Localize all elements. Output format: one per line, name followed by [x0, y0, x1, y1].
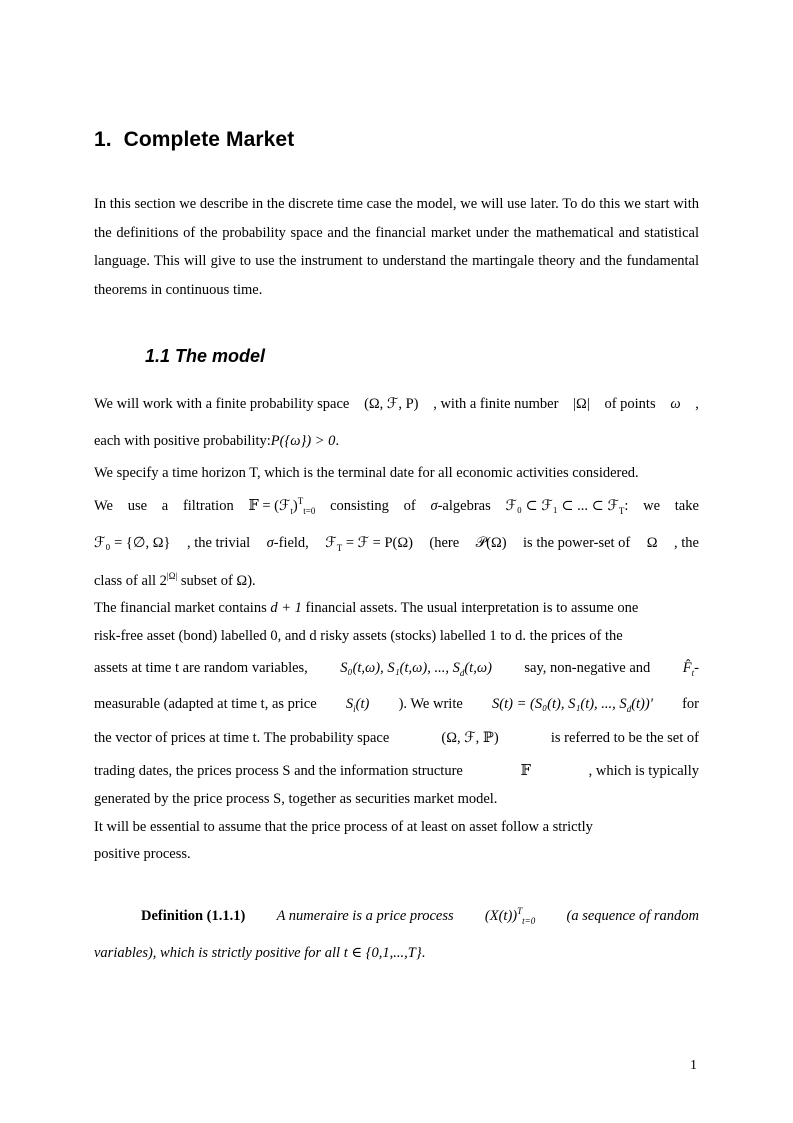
text-l13: generated by the price process S, together as securities market model.	[94, 791, 498, 807]
text-l1c: of points	[604, 396, 656, 412]
text-l1d: ,	[695, 396, 699, 412]
math-vector-sub: d	[626, 703, 632, 714]
text-l14: It will be essential to assume that the price process of at least on asset follow a strictly	[94, 819, 593, 835]
section-number: 1.	[94, 128, 112, 151]
math-omega: ω	[670, 396, 681, 412]
text-l4c: a	[161, 498, 169, 514]
math-trivial: ℱ₀ = {∅, Ω}	[94, 535, 171, 551]
math-set: t ∈ {0,1,...,T}	[343, 945, 422, 961]
text-l5c: (here	[429, 535, 460, 551]
math-process-base: (X(t))	[484, 908, 518, 924]
text-l4f: of	[403, 498, 416, 514]
definition-text-a: A numeraire is a price process	[276, 908, 454, 924]
math-process-sup: T	[517, 906, 523, 917]
text-l4e: consisting	[330, 498, 389, 514]
text-l12a: trading dates, the prices process S and the information structure	[94, 763, 463, 779]
definition-label: Definition (1.1.1)	[141, 908, 246, 924]
page-number: 1	[690, 1058, 697, 1073]
text-line-10	[94, 696, 699, 713]
math-d-plus-1: d + 1	[270, 600, 302, 616]
text-l7b: financial assets. The usual interpretation is to assume one	[305, 600, 639, 616]
math-vector-rest: (t))'	[631, 696, 653, 712]
math-pos-prob: P({ω}) > 0	[270, 433, 336, 449]
math-sigma: σ	[430, 498, 438, 514]
text-l10b: ). We write	[398, 696, 463, 712]
text-l6a: class of all	[94, 573, 157, 589]
text-l9a: assets at time t are random variables,	[94, 660, 308, 676]
math-prob-space: (Ω, ℱ, P)	[364, 396, 419, 412]
math-chain	[505, 498, 628, 515]
text-l4j: take	[674, 498, 699, 514]
math-filtration: 𝔽 = (ℱ$_t$)$^T_{t=0}$	[248, 496, 316, 516]
sigma-algebras	[430, 498, 490, 515]
text-line-1	[94, 396, 699, 413]
text-line-12	[94, 763, 699, 780]
text-l8: risk-free asset (bond) labelled 0, and d risky assets (stocks) labelled 1 to d. the prices of the	[94, 628, 623, 644]
math-omega2: Ω	[646, 535, 658, 551]
text-line-7	[94, 600, 699, 617]
math-terminal-rest: = ℱ = P(Ω)	[342, 535, 413, 551]
math-two: 2	[159, 573, 167, 589]
text-line-3	[94, 465, 699, 482]
math-filtration-lim: t=0	[303, 505, 316, 516]
text-line-15	[94, 846, 699, 863]
text-l15: positive process.	[94, 846, 191, 862]
text-l11a: the vector of prices at time t. The probability space	[94, 730, 390, 746]
math-process	[485, 908, 535, 925]
math-s-i-rest: (t)	[355, 696, 370, 712]
math-terminal-sub: T	[336, 542, 343, 553]
intro-paragraph: In this section we describe in the discrete time case the model, we will use later. To do this we start with the definitions of the probability space and the financial market under the mathematical and statistical language. This will give to use the instrument to understand the martingale theory and the fundamental theorems in continuous time.	[94, 196, 699, 298]
math-f-hat-base: F̂	[682, 660, 692, 676]
text-l4d: filtration	[182, 498, 234, 514]
math-filtration-base: 𝔽 = (ℱ	[248, 498, 291, 514]
text-l7a: The financial market contains	[94, 600, 267, 616]
math-terminal-base: ℱ	[325, 535, 337, 551]
text-line-9	[94, 660, 699, 677]
text-l2b: .	[335, 433, 340, 449]
text-l1b: , with a finite number	[433, 396, 559, 412]
text-l9b: say, non-negative and	[524, 660, 651, 676]
math-s-i	[346, 696, 369, 713]
definition-text-c: variables), which is strictly positive for all	[94, 945, 341, 961]
math-two-sup: |Ω|	[166, 571, 178, 582]
math-f-hat-sub: t	[691, 667, 695, 678]
sigma-field	[267, 535, 309, 552]
text-line-13	[94, 791, 699, 808]
text-line-14	[94, 819, 699, 836]
text-l3: We specify a time horizon T, which is the terminal date for all economic activities considered.	[94, 465, 639, 481]
math-f-hat	[683, 660, 699, 677]
subsection-number: 1.1	[145, 346, 171, 366]
math-prices-base: S₀(t,ω), S₁(t,ω), ..., S	[340, 660, 460, 676]
text-l12b: , which is typically	[588, 763, 699, 779]
text-l2a: each with positive probability:	[94, 433, 271, 449]
text-l5e: , the	[673, 535, 699, 551]
definition-line-1	[141, 908, 699, 925]
text-l4b: use	[127, 498, 148, 514]
text-line-8	[94, 628, 699, 645]
text-l10a: measurable (adapted at time t, as price	[94, 696, 317, 712]
definition-end: .	[421, 945, 426, 961]
section-heading	[94, 128, 294, 152]
math-bbf: 𝔽	[520, 763, 531, 779]
math-power: 𝒫(Ω)	[475, 535, 507, 551]
math-s-i-sub: i	[353, 703, 356, 714]
text-l4h: :	[624, 498, 629, 514]
text-line-6	[94, 573, 699, 590]
text-line-2	[94, 433, 699, 450]
math-two-power	[160, 573, 178, 590]
text-l4g: -algebras	[437, 498, 491, 514]
subsection-title: The model	[175, 346, 266, 366]
math-vector	[492, 696, 653, 713]
text-l11b: is referred to be the set of	[550, 730, 699, 746]
definition-line-2	[94, 945, 699, 962]
math-omega-abs: |Ω|	[573, 396, 590, 412]
text-l1a: We will work with a finite probability space	[94, 396, 350, 412]
text-l4a: We	[94, 498, 113, 514]
text-l4i: we	[643, 498, 661, 514]
math-prob-space2: (Ω, ℱ, ℙ)	[441, 730, 499, 746]
text-l5b: -field,	[273, 535, 309, 551]
math-prices-rest: (t,ω)	[464, 660, 492, 676]
text-l6c: ).	[247, 573, 256, 589]
text-l5d: is the power-set of	[523, 535, 631, 551]
subsection-heading	[145, 346, 265, 367]
math-prices-sub: d	[459, 667, 465, 678]
math-sigma2: σ	[266, 535, 274, 551]
math-vector-base: S(t) = (S₀(t), S₁(t), ..., S	[492, 696, 627, 712]
text-line-4	[94, 498, 699, 515]
math-prices	[340, 660, 492, 677]
math-s-i-base: S	[345, 696, 354, 712]
definition-text-b: (a sequence of random	[566, 908, 699, 924]
text-l9c: -	[694, 660, 699, 676]
text-l10c: for	[682, 696, 699, 712]
math-chain-base: ℱ₀ ⊂ ℱ₁ ⊂ ... ⊂ ℱ	[505, 498, 619, 514]
math-process-sub: t=0	[522, 915, 536, 926]
math-terminal	[325, 535, 413, 552]
math-filtration-sup: T	[297, 496, 304, 507]
text-line-11	[94, 730, 699, 747]
math-filtration-sub: t	[290, 505, 293, 516]
text-l6b: subset of	[180, 573, 233, 589]
math-chain-sub: T	[618, 505, 625, 516]
math-omega3: Ω	[236, 573, 248, 589]
text-line-5	[94, 535, 699, 552]
text-l5a: , the trivial	[186, 535, 251, 551]
section-title: Complete Market	[123, 128, 295, 151]
